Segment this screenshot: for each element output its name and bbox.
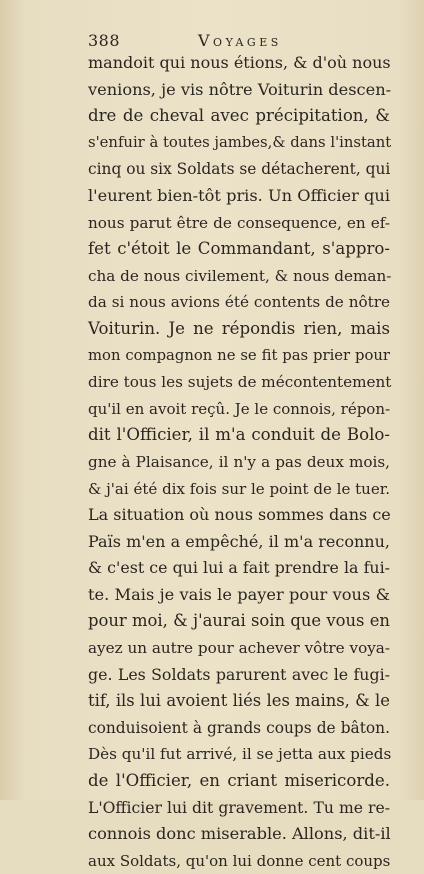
text-line: & c'est ce qui lui a fait prendre la fui-: [88, 558, 390, 578]
text-line: nous parut être de consequence, en ef-: [88, 213, 390, 232]
text-line: tif, ils lui avoient liés les mains, & le: [88, 691, 390, 711]
text-line: cha de nous civilement, & nous deman-: [88, 266, 392, 285]
text-line: da si nous avions été contents de nôtre: [88, 293, 390, 312]
text-line: dire tous les sujets de mécontentement: [88, 373, 392, 392]
text-line: Dès qu'il fut arrivé, il se jetta aux pieds: [88, 745, 392, 764]
text-line: mon compagnon ne se fit pas prier pour: [88, 346, 390, 364]
text-line: & j'ai été dix fois sur le point de le tuer.: [88, 479, 390, 498]
text-line: ayez un autre pour achever vôtre voya-: [88, 639, 390, 658]
text-line: venions, je vis nôtre Voiturin descen-: [88, 79, 392, 99]
text-line: te. Mais je vais le payer pour vous &: [88, 584, 390, 604]
text-line: ge. Les Soldats parurent avec le fugi-: [88, 664, 390, 684]
text-line: dre de cheval avec précipitation, &: [88, 106, 390, 126]
text-line: conduisoient à grands coups de bâton.: [88, 718, 390, 737]
text-line: fet c'étoit le Commandant, s'appro-: [88, 239, 390, 259]
text-line: s'enfuir à toutes jambes,& dans l'instant: [88, 133, 392, 151]
text-line: Voiturin. Je ne répondis rien, mais: [88, 318, 390, 338]
running-head: [88, 30, 388, 52]
text-line: de l'Officier, en criant misericorde.: [88, 771, 390, 791]
text-line: cinq ou six Soldats se détacherent, qui: [88, 160, 391, 179]
text-line: Païs m'en a empêché, il m'a reconnu,: [88, 531, 390, 551]
text-line: La situation où nous sommes dans ce: [88, 505, 391, 525]
running-title: Voyages: [198, 31, 282, 50]
text-line: connois donc miserable. Allons, dit-il: [88, 824, 391, 844]
text-line: aux Soldats, qu'on lui donne cent coups: [88, 851, 391, 870]
body-text: [88, 50, 390, 874]
text-line: dit l'Officier, il m'a conduit de Bolo-: [88, 425, 390, 445]
text-line: qu'il en avoit reçû. Je le connois, répon-: [88, 399, 391, 418]
text-line: mandoit qui nous étions, & d'où nous: [88, 53, 391, 72]
text-line: l'eurent bien-tôt pris. Un Officier qui: [88, 185, 390, 205]
text-line: L'Officier lui dit gravement. Tu me re-: [88, 798, 390, 817]
page-number: 388: [88, 31, 121, 50]
text-line: gne à Plaisance, il n'y a pas deux mois,: [88, 452, 390, 471]
text-line: pour moi, & j'aurai soin que vous en: [88, 611, 390, 631]
